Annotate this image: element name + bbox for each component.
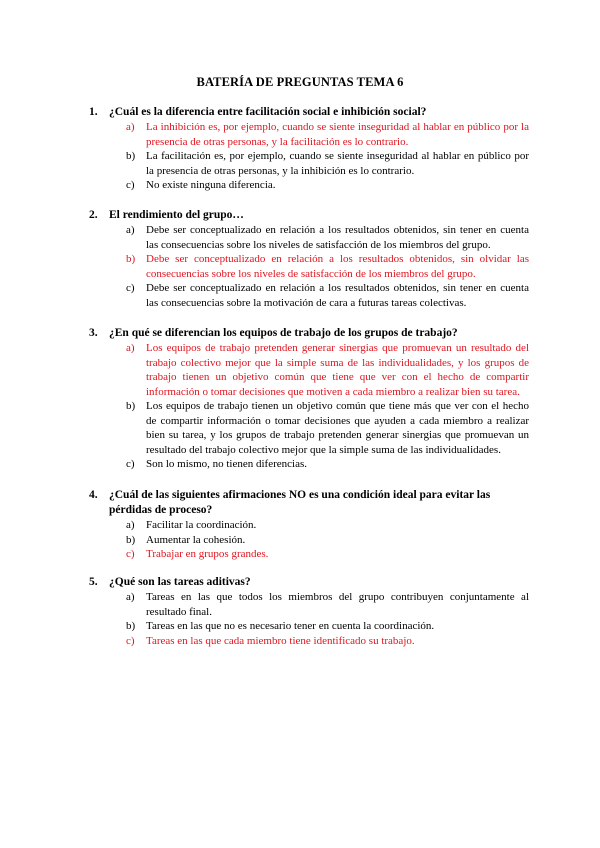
option-letter: c) xyxy=(126,634,135,647)
option-letter: a) xyxy=(126,121,135,133)
question-heading xyxy=(89,208,529,223)
question-number: 2. xyxy=(89,209,98,221)
option-letter: b) xyxy=(126,253,136,265)
option-letter: b) xyxy=(126,400,136,412)
question-number: 1. xyxy=(89,106,98,118)
option-c xyxy=(126,281,529,310)
option-b xyxy=(126,619,529,634)
option-letter: a) xyxy=(126,519,135,531)
question-number: 3. xyxy=(89,327,98,339)
option-letter: a) xyxy=(126,224,135,236)
option-c xyxy=(126,547,529,562)
option-text: Aumentar la cohesión. xyxy=(146,533,246,546)
option-c xyxy=(126,457,529,472)
question-text: ¿Cuál de las siguientes afirmaciones NO es una condición ideal para evitar las pérdidas de proceso? xyxy=(109,489,491,516)
question-4 xyxy=(89,488,529,562)
option-letter: b) xyxy=(126,533,136,546)
option-text: Trabajar en grupos grandes. xyxy=(146,548,269,560)
question-text: ¿Cuál es la diferencia entre facilitación social e inhibición social? xyxy=(109,106,427,118)
option-text: Facilitar la coordinación. xyxy=(146,519,257,531)
option-letter: b) xyxy=(126,620,136,632)
question-text: El rendimiento del grupo… xyxy=(109,209,244,221)
option-text: La inhibición es, por ejemplo, cuando se siente inseguridad al hablar en público por la presencia de otras personas, y la facilitación es lo contrario. xyxy=(146,121,529,148)
question-1 xyxy=(89,105,529,193)
option-b xyxy=(126,252,529,281)
option-letter: a) xyxy=(126,591,135,603)
question-5 xyxy=(89,575,529,648)
option-text: Tareas en las que todos los miembros del grupo contribuyen conjuntamente al resultado final. xyxy=(146,591,529,618)
option-letter: a) xyxy=(126,342,135,354)
option-letter: c) xyxy=(126,282,135,294)
question-text: ¿Qué son las tareas aditivas? xyxy=(109,576,251,588)
question-number: 5. xyxy=(89,576,98,588)
option-a xyxy=(126,223,529,252)
page-title: BATERÍA DE PREGUNTAS TEMA 6 xyxy=(196,75,404,89)
option-text: Debe ser conceptualizado en relación a los resultados obtenidos, sin tener en cuenta las consecuencias sobre los niveles de satisfacción de los miembros del grupo. xyxy=(146,224,529,251)
option-text: Los equipos de trabajo pretenden generar sinergias que promuevan un resultado del trabajo colectivo mejor que la simple suma de las individualidades, y los grupos de trabajo tienen un objetivo común que tiene que ver con el hecho de compartir información o tomar decisiones que motiven a cada miembro a realizar bien su tarea. xyxy=(146,342,529,398)
option-letter: c) xyxy=(126,458,135,470)
option-text: La facilitación es, por ejemplo, cuando se siente inseguridad al hablar en público por la presencia de otras personas, y la inhibición es lo contrario. xyxy=(146,150,529,177)
option-a xyxy=(126,341,529,399)
option-text: Tareas en las que no es necesario tener en cuenta la coordinación. xyxy=(146,620,435,632)
option-letter: c) xyxy=(126,548,135,560)
option-c xyxy=(126,634,529,649)
option-a xyxy=(126,120,529,149)
question-heading xyxy=(89,575,529,590)
question-heading xyxy=(89,326,529,341)
question-heading xyxy=(89,105,529,120)
option-a xyxy=(126,590,529,619)
option-letter: b) xyxy=(126,150,136,162)
option-text: Los equipos de trabajo tienen un objetivo común que tiene más que ver con el hecho de compartir información o tomar decisiones que ayuden a cada miembro a realizar bien su tarea, y los grupos de trabajo pretenden generar sinergias que promuevan un resultado del trabajo colectivo mejor que la simple suma de las individualidades. xyxy=(146,400,529,456)
option-b xyxy=(126,533,529,548)
option-b xyxy=(126,399,529,457)
question-3 xyxy=(89,326,529,472)
option-c xyxy=(126,178,529,193)
option-text: No existe ninguna diferencia. xyxy=(146,179,276,191)
option-text: Tareas en las que cada miembro tiene identificado su trabajo. xyxy=(146,634,415,647)
option-text: Debe ser conceptualizado en relación a los resultados obtenidos, sin olvidar las consecuencias sobre los niveles de satisfacción de los miembros del grupo. xyxy=(146,253,529,280)
option-text: Son lo mismo, no tienen diferencias. xyxy=(146,458,307,470)
option-b xyxy=(126,149,529,178)
question-heading xyxy=(89,488,529,518)
option-text: Debe ser conceptualizado en relación a los resultados obtenidos, sin tener en cuenta las consecuencias sobre la motivación de cara a futuras tareas colectivas. xyxy=(146,282,529,309)
question-2 xyxy=(89,208,529,310)
question-text: ¿En qué se diferencian los equipos de trabajo de los grupos de trabajo? xyxy=(109,327,458,339)
question-number: 4. xyxy=(89,489,98,501)
option-letter: c) xyxy=(126,179,135,191)
option-a xyxy=(126,518,529,533)
